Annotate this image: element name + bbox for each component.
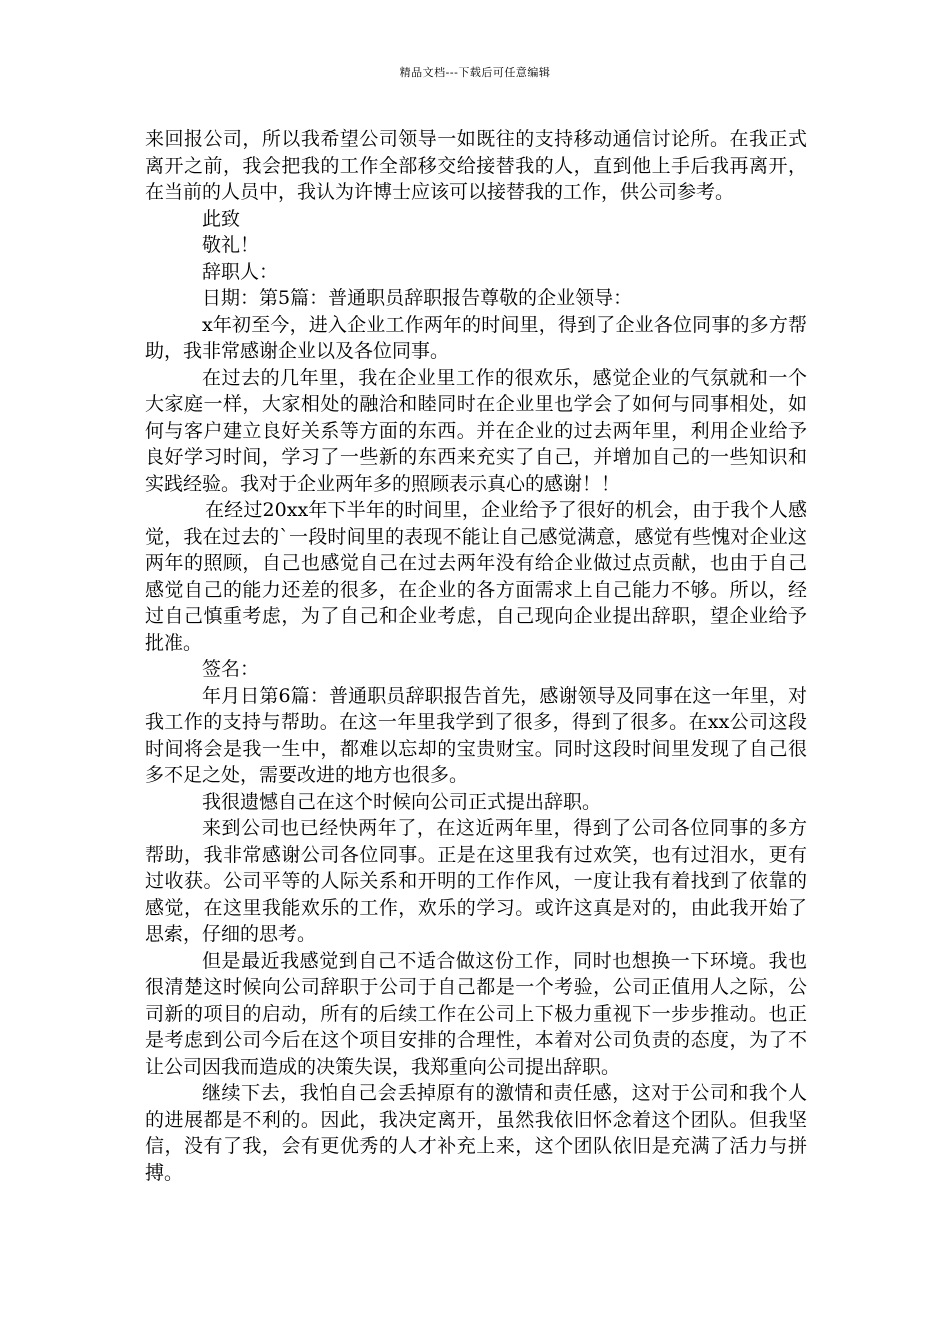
closing-regards: 敬礼！ [202,234,260,256]
resigner-label: 辞职人： [202,260,279,283]
date-and-section-title: 日期：第5篇：普通职员辞职报告尊敬的企业领导： [202,287,633,309]
paragraph: 年月日第6篇：普通职员辞职报告首先，感谢领导及同事在这一年里，对我工作的支持与帮助。在这一年里我学到了很多，得到了很多。在xx公司这段时间将会是我一生中，都难以忘却的宝贵财宝。同时这段时间里发现了自己很多不足之处，需要改进的地方也很多。 [145,684,807,786]
paragraph: 在经过20xx年下半年的时间里，企业给予了很好的机会，由于我个人感觉，我在过去的`一段时间里的表现不能让自己感觉满意，感觉有些愧对企业这两年的照顾，自己也感觉自己在过去两年没有给企业做过点贡献，也由于自己感觉自己的能力还差的很多，在企业的各方面需求上自己能力不够。所以，经过自己慎重考虑，为了自己和企业考虑，自己现向企业提出辞职，望企业给予批准。 [145,499,807,654]
document-body [145,126,807,1186]
paragraph: x年初至今，进入企业工作两年的时间里，得到了企业各位同事的多方帮助，我非常感谢企业以及各位同事。 [145,313,807,362]
paragraph: 来回报公司，所以我希望公司领导一如既往的支持移动通信讨论所。在我正式离开之前，我会把我的工作全部移交给接替我的人，直到他上手后我再离开，在当前的人员中，我认为许博士应该可以接替我的工作，供公司参考。 [145,128,807,203]
paragraph: 在过去的几年里，我在企业里工作的很欢乐，感觉企业的气氛就和一个大家庭一样，大家相处的融洽和睦同时在企业里也学会了如何与同事相处，如何与客户建立良好关系等方面的东西。并在企业的过去两年里，利用企业给予良好学习时间，学习了一些新的东西来充实了自己，并增加自己的一些知识和实践经验。我对于企业两年多的照顾表示真心的感谢！！ [145,366,807,495]
paragraph: 继续下去，我怕自己会丢掉原有的激情和责任感，这对于公司和我个人的进展都是不利的。因此，我决定离开，虽然我依旧怀念着这个团队。但我坚信，没有了我，会有更优秀的人才补充上来，这个团队依旧是充满了活力与拼搏。 [145,1082,807,1184]
paragraph: 来到公司也已经快两年了，在这近两年里，得到了公司各位同事的多方帮助，我非常感谢公司各位同事。正是在这里我有过欢笑，也有过泪水，更有过收获。公司平等的人际关系和开明的工作作风，一度让我有着找到了依靠的感觉，在这里我能欢乐的工作，欢乐的学习。或许这真是对的，由此我开始了思索，仔细的思考。 [145,817,807,945]
closing-salutation: 此致 [202,207,241,230]
signature-label: 签名： [202,658,260,680]
paragraph: 但是最近我感觉到自己不适合做这份工作，同时也想换一下环境。我也很清楚这时候向公司辞职于公司于自己都是一个考验，公司正值用人之际，公司新的项目的启动，所有的后续工作在公司上下极力重视下一步步推动。也正是考虑到公司今后在这个项目安排的合理性，本着对公司负责的态度，为了不让公司因我而造成的决策失误，我郑重向公司提出辞职。 [145,949,807,1078]
paragraph: 我很遗憾自己在这个时候向公司正式提出辞职。 [202,790,602,813]
page-header: 精品文档---下载后可任意编辑 [399,66,551,79]
